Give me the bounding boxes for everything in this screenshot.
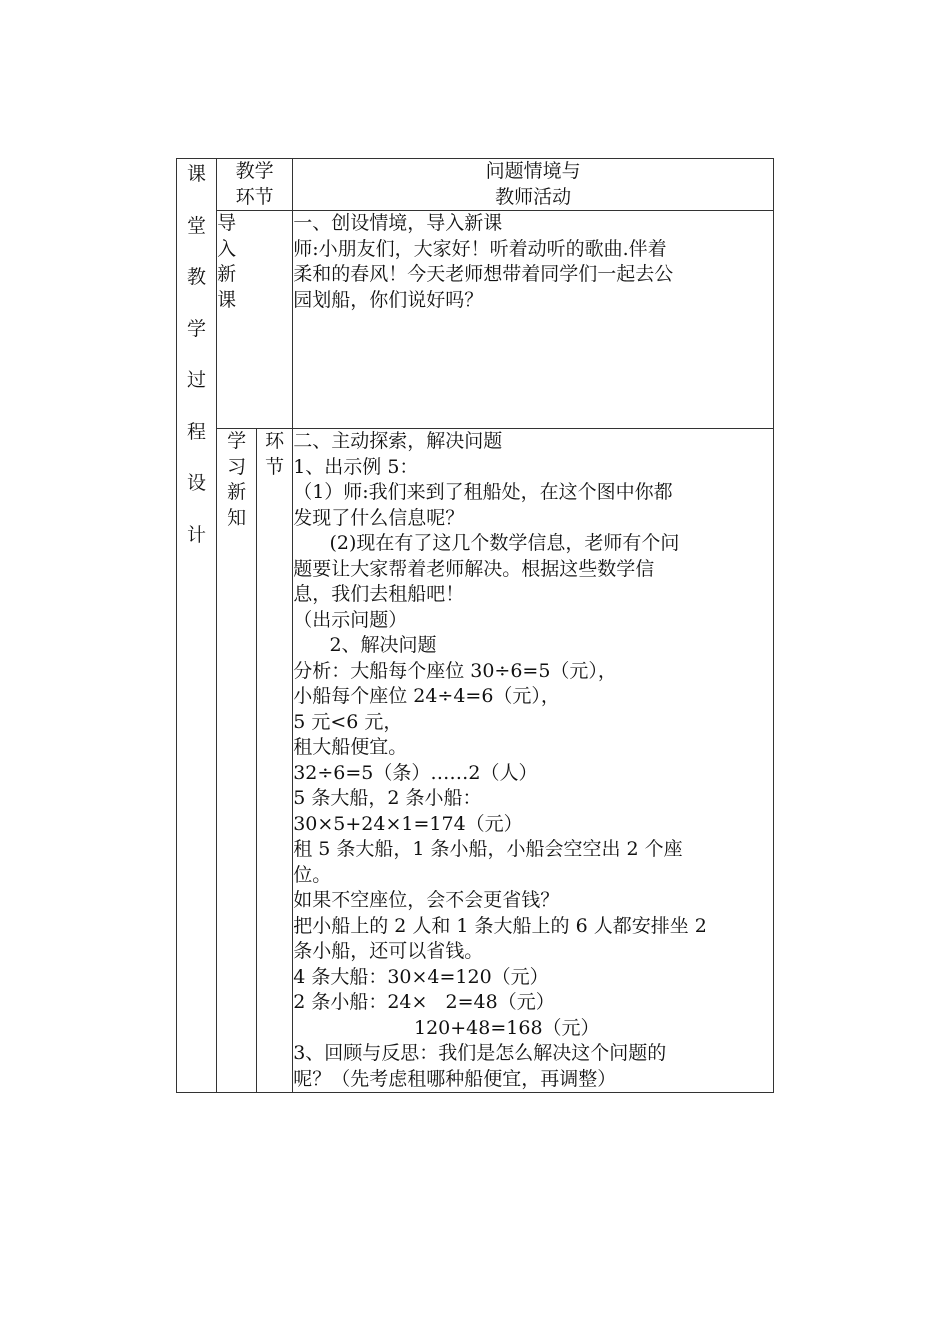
header-stage-line: 教学 <box>235 160 274 182</box>
learn-content-cell <box>293 429 774 1093</box>
learn-line: 位。 <box>293 863 332 886</box>
learn-line: 呢？（先考虑租哪种船便宜，再调整） <box>293 1067 617 1090</box>
learn-line: 租 5 条大船，1 条小船，小船会空空出 2 个座 <box>293 838 683 860</box>
section-char: 设 <box>187 472 207 494</box>
learn-stage-char: 知 <box>227 506 247 529</box>
section-char: 课 <box>187 163 207 185</box>
intro-stage-char: 新 <box>217 263 237 285</box>
learn-stage-char: 习 <box>227 455 247 478</box>
learn-line: 4 条大船：30×4=120（元） <box>293 965 549 988</box>
learn-stage-char: 新 <box>227 481 247 503</box>
learn-line: 32÷6=5（条）……2（人） <box>293 761 538 784</box>
learn-line: 120+48=168（元） <box>293 1016 600 1039</box>
section-char: 学 <box>187 317 207 340</box>
section-char: 堂 <box>187 214 207 237</box>
learn-line: （1）师:我们来到了租船处，在这个图中你都 <box>293 481 673 503</box>
section-char: 过 <box>187 369 207 391</box>
section-label-cell <box>177 159 217 1093</box>
section-char: 计 <box>187 523 207 546</box>
learn-stage-char: 学 <box>227 430 247 452</box>
learn-line: 息，我们去租船吧！ <box>293 583 465 605</box>
learn-line: 30×5+24×1=174（元） <box>293 812 523 835</box>
learn-stage-cell <box>217 429 257 1093</box>
lesson-plan-table <box>176 158 774 1093</box>
header-activity-line: 问题情境与 <box>485 160 581 182</box>
section-char: 程 <box>187 420 207 443</box>
substage-char: 节 <box>265 455 285 478</box>
header-activity <box>293 159 774 211</box>
learn-line: 发现了什么信息呢？ <box>293 506 465 529</box>
learn-line: 5 元<6 元， <box>293 710 403 733</box>
learn-line: 3、回顾与反思：我们是怎么解决这个问题的 <box>293 1042 667 1064</box>
learn-line: 5 条大船，2 条小船： <box>293 787 482 809</box>
intro-stage-char: 入 <box>217 237 237 260</box>
substage-char: 环 <box>265 430 285 452</box>
learn-line: （出示问题） <box>293 608 408 631</box>
learn-line: 分析：大船每个座位 30÷6=5（元）， <box>293 659 617 682</box>
learn-line: 把小船上的 2 人和 1 条大船上的 6 人都安排坐 2 <box>293 914 707 937</box>
intro-stage-cell <box>217 211 293 429</box>
intro-line: 一、创设情境，导入新课 <box>293 212 503 234</box>
learn-line: 租大船便宜。 <box>293 736 408 758</box>
learn-substage-cell <box>257 429 293 1093</box>
learn-line: 小船每个座位 24÷4=6（元）， <box>293 685 560 707</box>
learn-line: 如果不空座位，会不会更省钱？ <box>293 889 560 911</box>
section-char: 教 <box>187 266 207 288</box>
intro-line: 柔和的春风！今天老师想带着同学们一起去公 <box>293 263 674 285</box>
header-stage <box>217 159 293 211</box>
header-activity-line: 教师活动 <box>495 185 572 208</box>
learn-line: 1、出示例 5： <box>293 455 419 478</box>
learn-line: 2、解决问题 <box>293 634 437 656</box>
intro-line: 师:小朋友们，大家好！听着动听的歌曲.伴着 <box>293 237 667 260</box>
learn-line: (2)现在有了这几个数学信息，老师有个问 <box>293 532 680 554</box>
learn-line: 二、主动探索，解决问题 <box>293 430 503 452</box>
header-stage-line: 环节 <box>235 185 274 208</box>
learn-line: 条小船，还可以省钱。 <box>293 940 484 962</box>
intro-stage-char: 课 <box>217 288 237 311</box>
learn-line: 题要让大家帮着老师解决。根据这些数学信 <box>293 557 655 580</box>
learn-line: 2 条小船：24× 2=48（元） <box>293 991 555 1013</box>
intro-content-cell <box>293 211 774 429</box>
intro-stage-char: 导 <box>217 212 237 234</box>
intro-line: 园划船，你们说好吗？ <box>293 288 484 311</box>
